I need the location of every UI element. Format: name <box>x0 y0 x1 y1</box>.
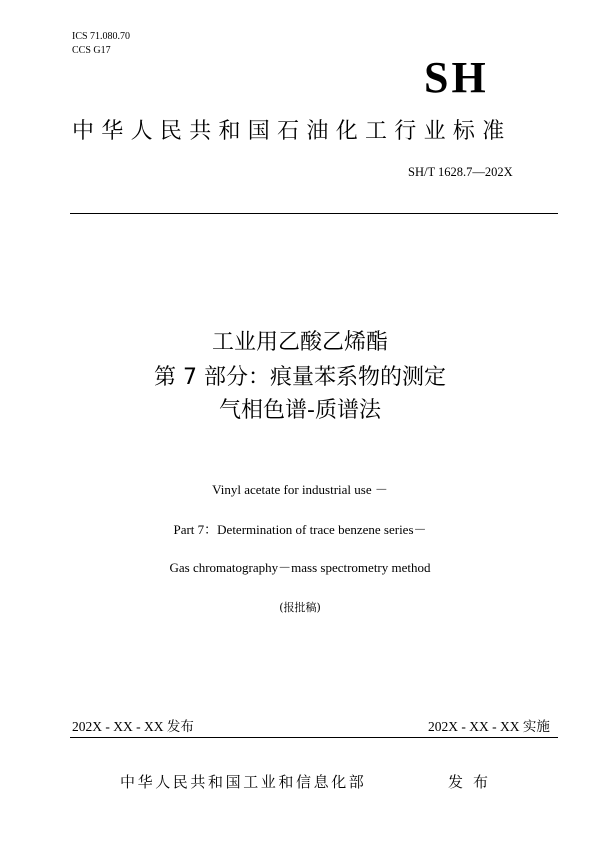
title-cn-line3: 气相色谱-质谱法 <box>219 398 381 423</box>
sh-logo: SH <box>424 53 489 102</box>
standard-category-title: 中华人民共和国石油化工行业标准 <box>72 119 512 144</box>
title-en-line3: Gas chromatography－mass spectrometry method <box>169 560 431 575</box>
issuing-authority: 中华人民共和国工业和信息化部 <box>120 773 367 791</box>
issuer-verb: 发布 <box>448 773 499 791</box>
footer-divider <box>70 737 558 738</box>
title-en-line2: Part 7：Determination of trace benzene series－ <box>173 522 427 537</box>
draft-status: (报批稿) <box>279 601 321 614</box>
header-divider <box>70 213 558 214</box>
title-en-line1: Vinyl acetate for industrial use － <box>212 482 388 497</box>
title-cn-line1: 工业用乙酸乙烯酯 <box>211 330 388 355</box>
implementation-date: 202X - XX - XX 实施 <box>428 719 550 734</box>
ics-code: ICS 71.080.70 <box>72 31 131 42</box>
title-cn-line2: 第 7 部分：痕量苯系物的测定 <box>154 365 446 390</box>
issue-date: 202X - XX - XX 发布 <box>72 719 194 734</box>
standard-number: SH/T 1628.7—202X <box>408 165 513 179</box>
ccs-code: CCS G17 <box>72 45 111 56</box>
